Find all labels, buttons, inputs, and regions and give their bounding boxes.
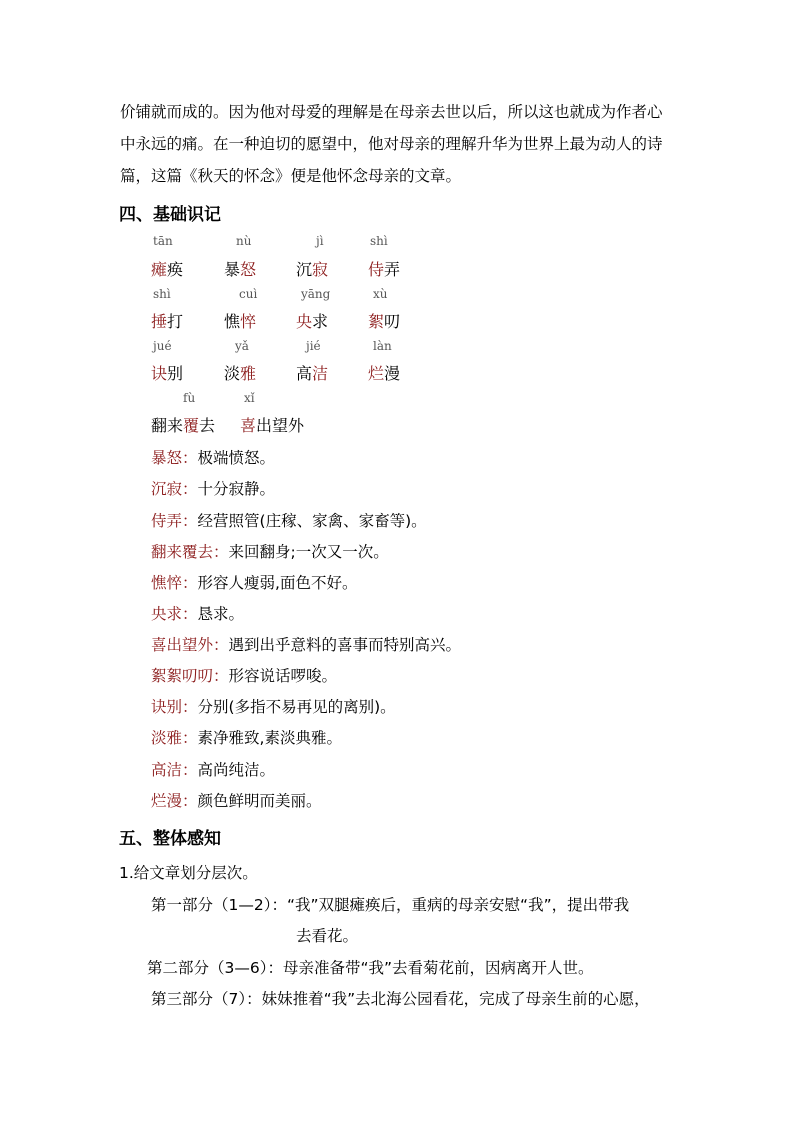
part-2: 第二部分（3—6）：母亲准备带“我”去看菊花前，因病离开人世。: [147, 959, 594, 977]
part-1-line-1: 第一部分（1—2）：“我”双腿瘫痪后，重病的母亲安慰“我”，提出带我: [151, 896, 630, 914]
definition-item: 央求：恳求。: [151, 605, 245, 623]
pinyin: yāng: [301, 287, 331, 301]
idiom: 翻来覆去: [151, 416, 216, 435]
pinyin: shì: [153, 287, 171, 301]
pinyin: tān: [153, 234, 173, 248]
pinyin: cuì: [239, 287, 258, 301]
vocab-word: 捶打: [151, 312, 184, 331]
part-3: 第三部分（7）：妹妹推着“我”去北海公园看花，完成了母亲生前的心愿，: [151, 990, 650, 1008]
vocab-word: 沉寂: [296, 260, 329, 279]
definition-item: 烂漫：颜色鲜明而美丽。: [151, 792, 322, 810]
definition-item: 憔悴：形容人瘦弱,面色不好。: [151, 574, 358, 592]
section-4-title: 四、基础识记: [119, 205, 221, 225]
definition-item: 絮絮叨叨：形容说话啰唆。: [151, 667, 338, 685]
intro-line-1: 价铺就而成的。因为他对母爱的理解是在母亲去世以后，所以这也就成为作者心: [120, 103, 663, 121]
idiom: 喜出望外: [240, 416, 305, 435]
definition-item: 暴怒：极端愤怒。: [151, 449, 276, 467]
question-1: 1.给文章划分层次。: [119, 864, 258, 882]
section-5-title: 五、整体感知: [119, 829, 221, 849]
pinyin: yǎ: [235, 339, 249, 353]
pinyin: xǐ: [244, 391, 255, 405]
pinyin: nù: [236, 234, 252, 248]
definition-item: 喜出望外：遇到出乎意料的喜事而特别高兴。: [151, 636, 462, 654]
pinyin: jì: [316, 234, 324, 248]
vocab-word: 瘫痪: [151, 260, 184, 279]
vocab-word: 憔悴: [224, 312, 257, 331]
intro-line-3: 篇，这篇《秋天的怀念》便是他怀念母亲的文章。: [120, 167, 462, 185]
definition-item: 侍弄：经营照管(庄稼、家禽、家畜等)。: [151, 512, 427, 530]
pinyin: jué: [153, 339, 172, 353]
vocab-word: 侍弄: [368, 260, 401, 279]
pinyin: shì: [370, 234, 388, 248]
vocab-word: 高洁: [296, 364, 329, 383]
part-1-line-2: 去看花。: [296, 927, 359, 945]
definition-item: 诀别：分别(多指不易再见的离别)。: [151, 698, 396, 716]
definition-item: 高洁：高尚纯洁。: [151, 761, 276, 779]
intro-line-2: 中永远的痛。在一种迫切的愿望中，他对母亲的理解升华为世界上最为动人的诗: [120, 135, 663, 153]
definition-item: 淡雅：素净雅致,素淡典雅。: [151, 729, 342, 747]
vocab-word: 絮叨: [368, 312, 401, 331]
vocab-word: 诀别: [151, 364, 184, 383]
pinyin: fù: [183, 391, 196, 405]
pinyin: làn: [373, 339, 392, 353]
definition-item: 翻来覆去：来回翻身;一次又一次。: [151, 543, 389, 561]
vocab-word: 淡雅: [224, 364, 257, 383]
vocab-word: 暴怒: [224, 260, 257, 279]
definition-item: 沉寂：十分寂静。: [151, 480, 276, 498]
vocab-word: 烂漫: [368, 364, 401, 383]
pinyin: jié: [306, 339, 321, 353]
pinyin: xù: [373, 287, 388, 301]
vocab-word: 央求: [296, 312, 329, 331]
